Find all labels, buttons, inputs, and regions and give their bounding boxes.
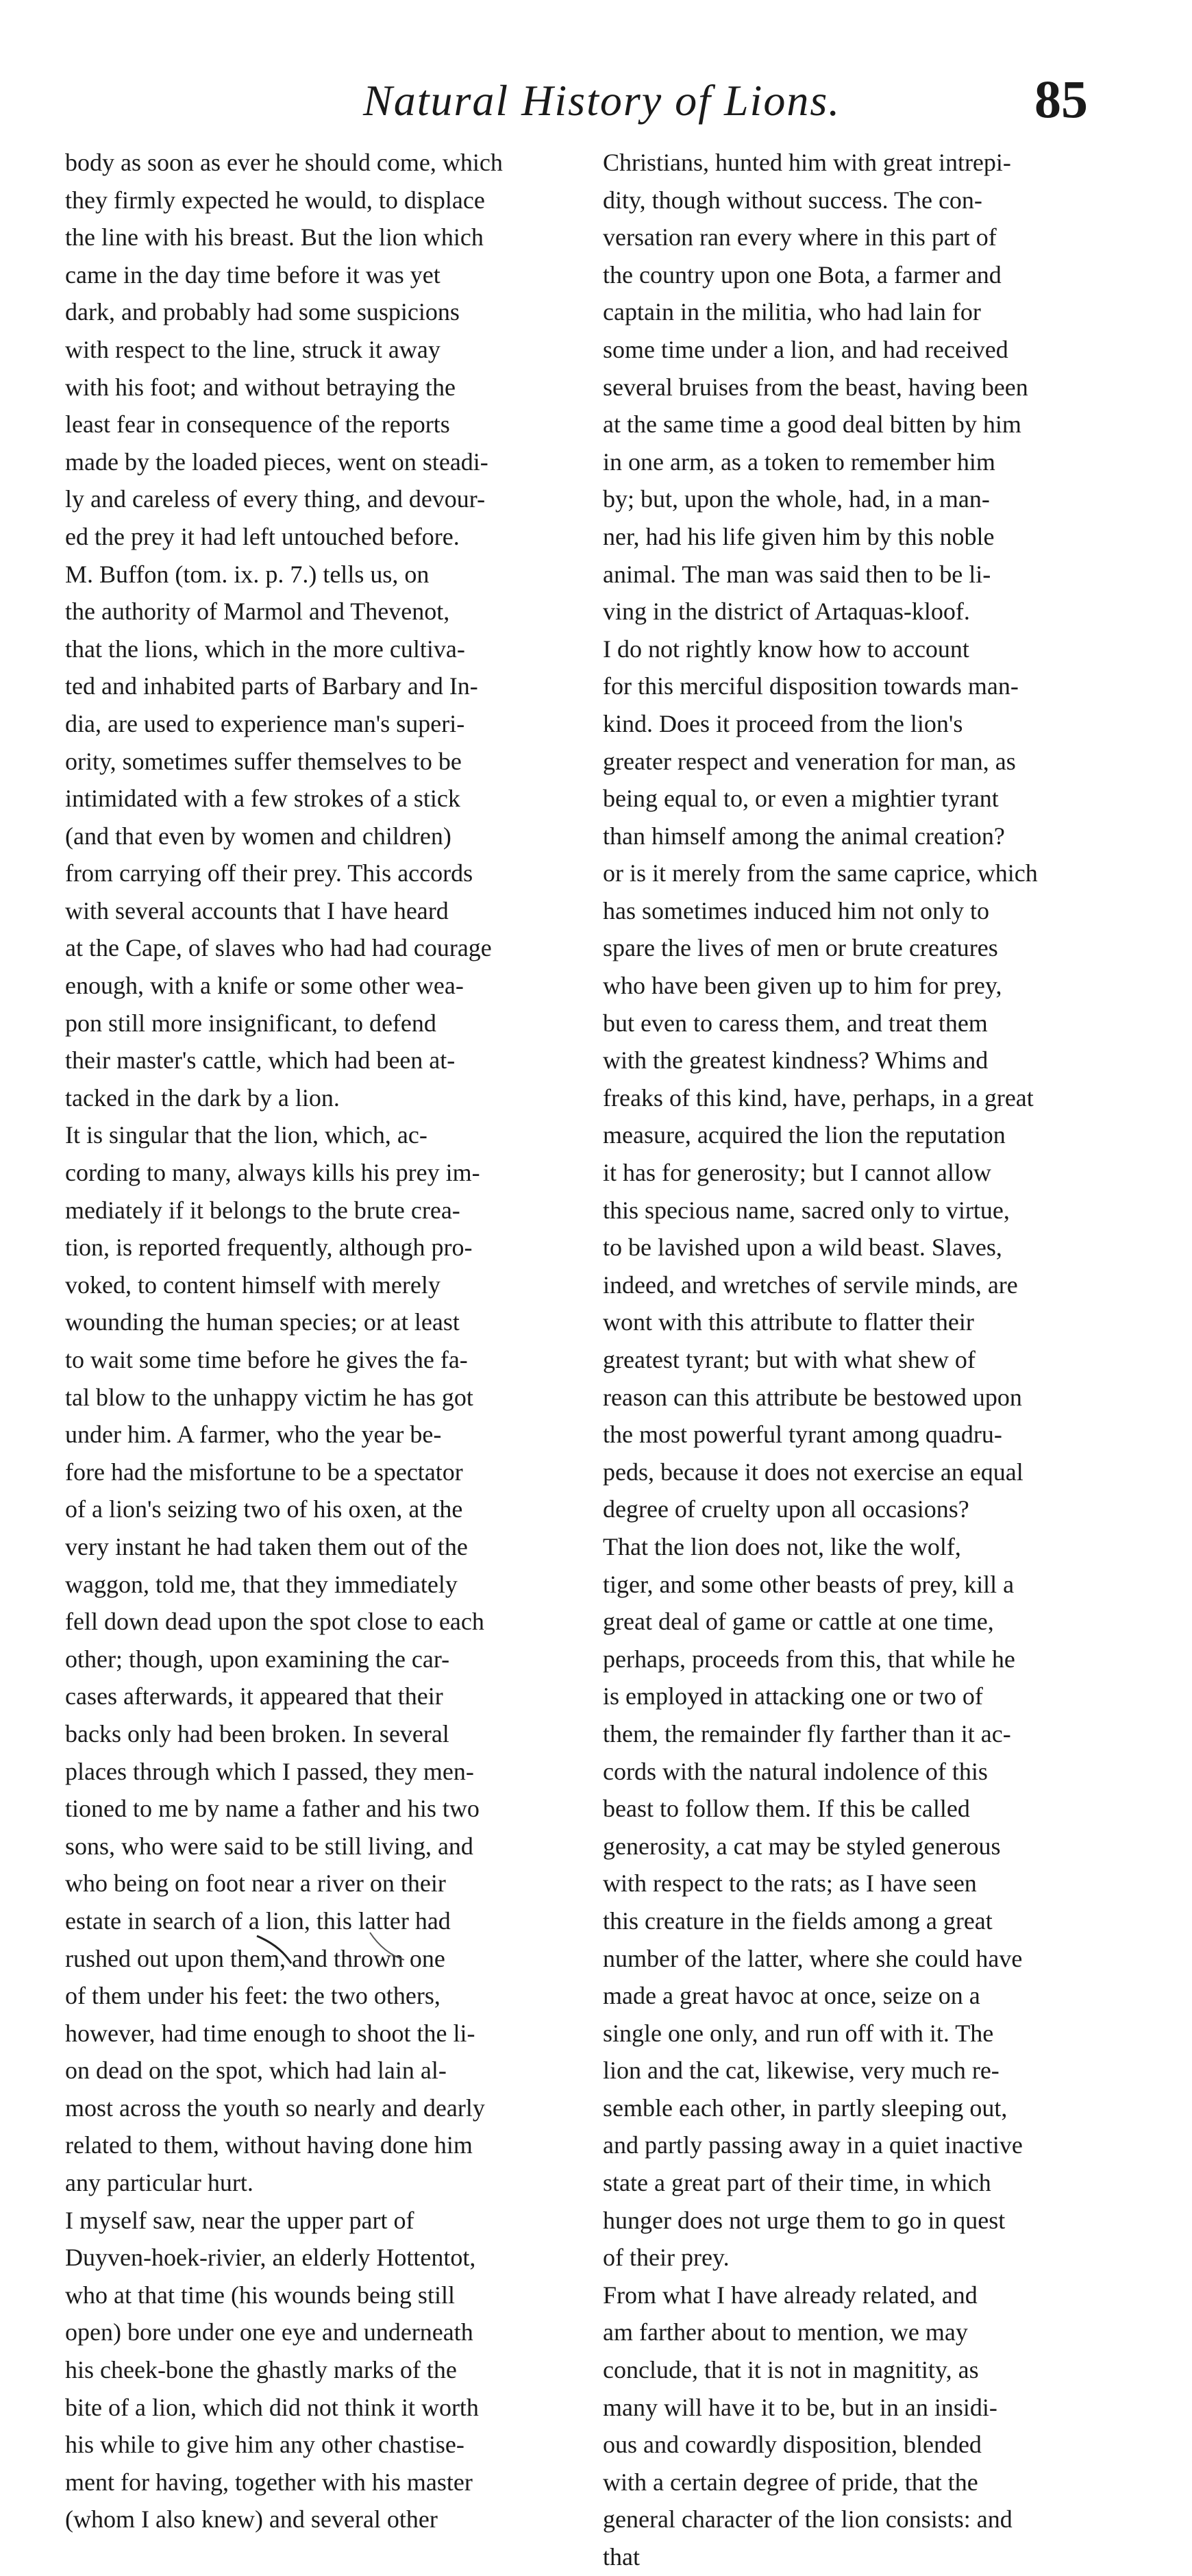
right-column-text-line: them, the remainder fly farther than it ac- <box>603 1719 1011 1747</box>
right-column-text-line: beast to follow them. If this be called <box>603 1795 970 1823</box>
left-column-text-line: (whom I also knew) and several other <box>65 2505 438 2534</box>
right-column-text-line: at the same time a good deal bitten by him <box>603 410 1021 439</box>
right-column-text-line: number of the latter, where she could have <box>603 1944 1023 1972</box>
right-column-text-line: in one arm, as a token to remember him <box>603 447 995 476</box>
right-column-text-line: state a great part of their time, in which <box>603 2169 991 2197</box>
left-column-text-line: his cheek-bone the ghastly marks of the <box>65 2356 457 2384</box>
left-column-text-line: with respect to the line, struck it away <box>65 335 440 363</box>
running-title: Natural History of Lions. <box>363 76 841 125</box>
right-column-text-line: conclude, that it is not in magnitity, as <box>603 2356 979 2384</box>
right-column-text-line: to be lavished upon a wild beast. Slaves, <box>603 1234 1002 1262</box>
right-column-text-line: than himself among the animal creation? <box>603 822 1005 850</box>
left-column-text-line: on dead on the spot, which had lain al- <box>65 2057 447 2085</box>
left-column-text-line: who at that time (his wounds being still <box>65 2281 455 2309</box>
right-column-text-line: I do not rightly know how to account <box>603 635 969 663</box>
left-column-text-line: fore had the misfortune to be a spectator <box>65 1458 463 1486</box>
right-column-text-line: wont with this attribute to flatter their <box>603 1308 974 1336</box>
left-column-text-line: very instant he had taken them out of the <box>65 1532 468 1560</box>
left-column-text-line: intimidated with a few strokes of a stick <box>65 785 460 813</box>
left-column-text-line: enough, with a knife or some other wea- <box>65 972 464 1000</box>
smudge-mark <box>257 1936 291 1963</box>
left-column-text-line: dark, and probably had some suspicions <box>65 298 460 326</box>
right-column-text-line: degree of cruelty upon all occasions? <box>603 1495 969 1523</box>
left-column-text-line: M. Buffon (tom. ix. p. 7.) tells us, on <box>65 560 430 588</box>
left-column-text-line: his while to give him any other chastise- <box>65 2431 464 2459</box>
right-column-text-line: the country upon one Bota, a farmer and <box>603 260 1002 289</box>
right-column-text-line: peds, because it does not exercise an equal <box>603 1458 1023 1486</box>
right-column-text-line: it has for generosity; but I cannot allow <box>603 1159 991 1187</box>
left-column-text-line: tal blow to the unhappy victim he has got <box>65 1383 473 1411</box>
left-column-text-line: tacked in the dark by a lion. <box>65 1083 340 1112</box>
left-column-text-line: sons, who were said to be still living, and <box>65 1832 473 1860</box>
left-column-text-line: ority, sometimes suffer themselves to be <box>65 747 462 775</box>
right-column-text-line: many will have it to be, but in an insidi- <box>603 2393 997 2421</box>
left-column-text-line: cases afterwards, it appeared that their <box>65 1682 443 1710</box>
left-column-text-line: that the lions, which in the more cultiva- <box>65 635 465 663</box>
right-column-text-line: Christians, hunted him with great intrepi- <box>603 149 1011 176</box>
right-column-text-line: general character of the lion consists: and <box>603 2505 1013 2534</box>
print-smudge-marks <box>0 1926 1192 1974</box>
page-number: 85 <box>1034 69 1088 129</box>
left-column-text-line: bite of a lion, which did not think it worth <box>65 2393 479 2421</box>
left-column-text-line: rushed out upon them, and thrown one <box>65 1944 445 1972</box>
left-column-text-line: came in the day time before it was yet <box>65 260 440 289</box>
right-column-text-line: kind. Does it proceed from the lion's <box>603 709 963 737</box>
right-column-text-line: ving in the district of Artaquas-kloof. <box>603 598 970 626</box>
right-column-text-line: ner, had his life given him by this noble <box>603 522 995 550</box>
right-column-text-line: who have been given up to him for prey, <box>603 972 1002 1000</box>
left-column-text-line: ed the prey it had left untouched before. <box>65 522 460 550</box>
right-column-text-line: the most powerful tyrant among quadru- <box>603 1421 1002 1449</box>
right-column-text-line: greater respect and veneration for man, as <box>603 747 1016 775</box>
right-column-text-line: with a certain degree of pride, that the <box>603 2468 978 2496</box>
page-header <box>0 41 1192 129</box>
left-column-text-line: under him. A farmer, who the year be- <box>65 1421 442 1449</box>
left-column-text-line: voked, to content himself with merely <box>65 1271 440 1299</box>
right-column-text-line: being equal to, or even a mightier tyrant <box>603 785 999 813</box>
right-column-text-line: great deal of game or cattle at one time, <box>603 1608 994 1636</box>
left-column-text-line: tioned to me by name a father and his two <box>65 1795 480 1823</box>
left-column-text-line: backs only had been broken. In several <box>65 1719 449 1747</box>
left-column-text-line: at the Cape, of slaves who had had courage <box>65 934 492 962</box>
right-column-text-line: tiger, and some other beasts of prey, kill a <box>603 1570 1015 1598</box>
right-column-text-line: spare the lives of men or brute creatures <box>603 934 998 962</box>
right-column-text-line: perhaps, proceeds from this, that while he <box>603 1645 1015 1673</box>
left-text-column <box>65 144 593 2538</box>
left-column-text-line: who being on foot near a river on their <box>65 1869 446 1898</box>
left-column-text-line: I myself saw, near the upper part of <box>65 2206 414 2234</box>
left-column-text-line: pon still more insignificant, to defend <box>65 1009 436 1037</box>
left-column-text-line: the authority of Marmol and Thevenot, <box>65 598 450 626</box>
right-column-text-line: this creature in the fields among a great <box>603 1906 993 1935</box>
left-column-text-line: with his foot; and without betraying the <box>65 373 456 401</box>
left-column-text-line: from carrying off their prey. This accords <box>65 859 473 887</box>
right-text-column <box>603 144 1130 2576</box>
right-column-text-line: is employed in attacking one or two of <box>603 1682 983 1710</box>
right-column-text-line: with the greatest kindness? Whims and <box>603 1046 989 1075</box>
left-column-text-line: of a lion's seizing two of his oxen, at the <box>65 1495 463 1523</box>
left-column-text-line: tion, is reported frequently, although pro- <box>65 1234 473 1262</box>
right-column-text-line: freaks of this kind, have, perhaps, in a great <box>603 1083 1034 1112</box>
right-column-text-line: this specious name, sacred only to virtue, <box>603 1196 1010 1224</box>
left-column-text-line: (and that even by women and children) <box>65 822 451 850</box>
right-column-text-line: or is it merely from the same caprice, which <box>603 859 1038 887</box>
left-column-text-line: body as soon as ever he should come, which <box>65 149 503 176</box>
left-column-text-line: made by the loaded pieces, went on steadi- <box>65 447 488 476</box>
left-column-text-line: dia, are used to experience man's superi- <box>65 709 465 737</box>
right-column-text-line: From what I have already related, and <box>603 2281 978 2309</box>
right-column-text-line: some time under a lion, and had received <box>603 335 1008 363</box>
left-column-text-line: to wait some time before he gives the fa- <box>65 1346 468 1373</box>
left-column-text-line: fell down dead upon the spot close to each <box>65 1608 484 1636</box>
right-column-text-line: by; but, upon the whole, had, in a man- <box>603 485 990 513</box>
right-column-text-line: several bruises from the beast, having been <box>603 373 1028 401</box>
right-column-text-line: but even to caress them, and treat them <box>603 1009 988 1037</box>
left-column-text-line: mediately if it belongs to the brute crea- <box>65 1196 460 1224</box>
right-column-text-line: measure, acquired the lion the reputation <box>603 1121 1006 1149</box>
left-column-text-line: they firmly expected he would, to displace <box>65 186 485 214</box>
right-column-text-line: has sometimes induced him not only to <box>603 896 989 924</box>
right-column-text-line: with respect to the rats; as I have seen <box>603 1869 977 1898</box>
right-column-text-line: generosity, a cat may be styled generous <box>603 1832 1001 1860</box>
left-column-text-line: Duyven-hoek-rivier, an elderly Hottentot, <box>65 2244 476 2272</box>
right-column-text-line: ous and cowardly disposition, blended <box>603 2431 982 2459</box>
right-column-text-line: and partly passing away in a quiet inactive <box>603 2131 1023 2159</box>
right-column-text-line: single one only, and run off with it. The <box>603 2019 994 2047</box>
left-column-text-line: with several accounts that I have heard <box>65 896 449 924</box>
left-column-text-line: waggon, told me, that they immediately <box>65 1570 458 1598</box>
left-column-text-line: wounding the human species; or at least <box>65 1308 460 1336</box>
right-column-text-line: animal. The man was said then to be li- <box>603 560 991 588</box>
left-column-text-line: ment for having, together with his master <box>65 2468 473 2496</box>
smudge-mark <box>370 1933 404 1960</box>
right-column-text-line: of their prey. <box>603 2244 730 2272</box>
right-column-text-line: versation ran every where in this part of <box>603 223 997 252</box>
left-column-text-line: places through which I passed, they men- <box>65 1757 474 1785</box>
right-column-text-line: dity, though without success. The con- <box>603 186 982 214</box>
left-column-text-line: open) bore under one eye and underneath <box>65 2318 473 2346</box>
left-column-text-line: other; though, upon examining the car- <box>65 1645 450 1673</box>
left-column-text-line: ly and careless of every thing, and devour- <box>65 485 486 513</box>
right-column-text-line: captain in the militia, who had lain for <box>603 298 981 326</box>
left-column-text-line: their master's cattle, which had been at- <box>65 1046 456 1075</box>
left-column-text-line: however, had time enough to shoot the li- <box>65 2019 475 2047</box>
right-column-text-line: am farther about to mention, we may <box>603 2318 968 2346</box>
right-column-text-line: semble each other, in partly sleeping out, <box>603 2094 1008 2122</box>
left-column-text-line: related to them, without having done him <box>65 2131 473 2159</box>
left-column-text-line: the line with his breast. But the lion which <box>65 223 484 252</box>
left-column-text-line: of them under his feet: the two others, <box>65 1982 440 2010</box>
right-column-text-line: cords with the natural indolence of this <box>603 1757 988 1785</box>
left-column-text-line: any particular hurt. <box>65 2169 253 2197</box>
left-column-text-line: ted and inhabited parts of Barbary and In- <box>65 672 478 700</box>
left-column-text-line: least fear in consequence of the reports <box>65 410 450 439</box>
right-column-text-line: greatest tyrant; but with what shew of <box>603 1346 976 1373</box>
left-column-text-line: most across the youth so nearly and dearly <box>65 2094 485 2122</box>
right-column-text-line: for this merciful disposition towards man- <box>603 672 1019 700</box>
right-column-text-line: made a great havoc at once, seize on a <box>603 1982 980 2010</box>
right-column-text-line: indeed, and wretches of servile minds, are <box>603 1271 1018 1299</box>
left-column-text-line: It is singular that the lion, which, ac- <box>65 1121 427 1149</box>
right-column-text-line: that <box>603 2543 640 2571</box>
right-column-text-line: That the lion does not, like the wolf, <box>603 1532 961 1560</box>
right-column-text-line: lion and the cat, likewise, very much re- <box>603 2057 999 2085</box>
left-column-text-line: cording to many, always kills his prey im- <box>65 1159 480 1187</box>
right-column-text-line: hunger does not urge them to go in quest <box>603 2206 1006 2234</box>
left-column-text-line: estate in search of a lion, this latter had <box>65 1906 451 1935</box>
right-column-text-line: reason can this attribute be bestowed upon <box>603 1383 1022 1411</box>
